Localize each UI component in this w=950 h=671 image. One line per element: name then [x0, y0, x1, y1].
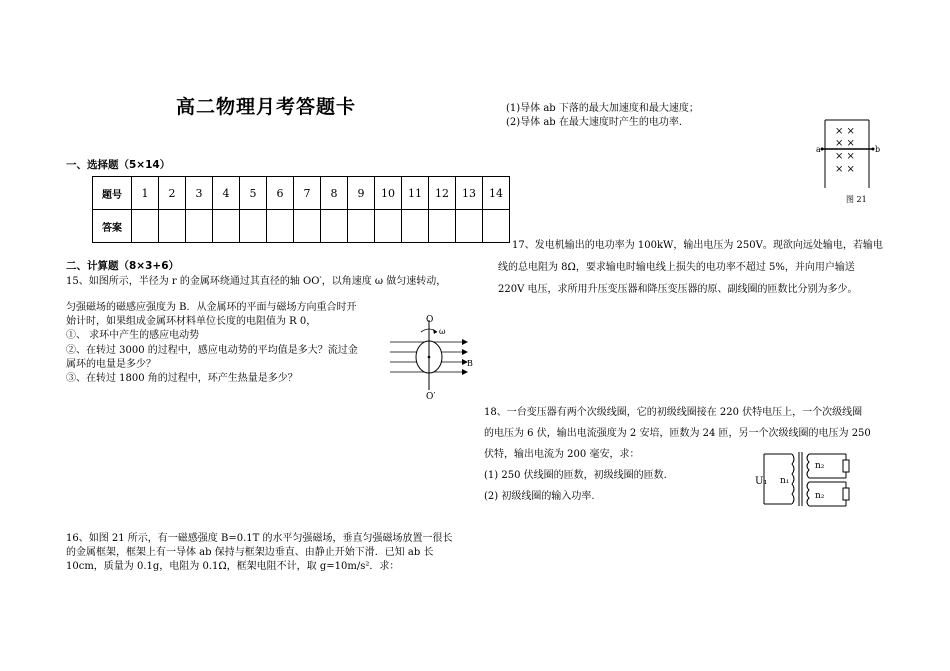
answer-cell[interactable]: [159, 210, 186, 243]
q16-line3: 10cm，质量为 0.1g，电阻为 0.1Ω，框架电阻不计，取 g=10m/s²．求：: [66, 561, 400, 572]
q16-frame-figure: [816, 118, 886, 208]
q15-item2b: 属环的电量是多少？: [66, 359, 156, 370]
q15-item2: ②、在转过 3000 的过程中，感应电动势的平均值是多大？流过金: [66, 345, 358, 356]
q15-line1: 15、如图所示，半径为 r 的金属环绕通过其直径的轴 OO′，以角速度 ω 做匀速转动，: [66, 276, 447, 287]
page-title: 高二物理月考答题卡: [176, 96, 357, 118]
question-number: 14: [483, 177, 510, 210]
q15-line3: 始计时，如果组成金属环材料单位长度的电阻值为 R 0，: [66, 316, 317, 327]
q16-line1: 16、如图 21 所示，有一磁感强度 B=0.1T 的水平匀强磁场，垂直匀强磁场放置一很长: [66, 533, 453, 544]
question-number: 11: [402, 177, 429, 210]
question-number: 4: [213, 177, 240, 210]
question-number: 5: [240, 177, 267, 210]
q18-label-n3: n₂: [815, 491, 825, 501]
q18-ask1: (1) 250 伏线圈的匝数，初级线圈的匝数.: [484, 470, 667, 481]
answer-cell[interactable]: [321, 210, 348, 243]
q16-line2: 的金属框架，框架上有一导体 ab 保持与框架边垂直、由静止开始下滑．已知 ab 长: [66, 547, 434, 558]
q17-line2: 线的总电阻为 8Ω，要求输电时输电线上损失的电功率不超过 5%，并向用户输送: [498, 262, 855, 273]
question-number: 1: [132, 177, 159, 210]
question-number: 3: [186, 177, 213, 210]
question-number: 8: [321, 177, 348, 210]
q15-label-o2: O′: [426, 392, 436, 400]
q15-label-omega: ω: [439, 327, 446, 336]
q15-label-b: B: [467, 359, 473, 368]
question-number: 7: [294, 177, 321, 210]
q18-label-u1: U₁: [755, 476, 768, 487]
svg-text:× ×: × ×: [835, 164, 855, 175]
q18-ask2: (2) 初级线圈的输入功率.: [484, 491, 595, 502]
q17-line3: 220V 电压，求所用升压变压器和降压变压器的原、副线圈的匝数比分别为多少。: [498, 284, 858, 295]
answer-cell[interactable]: [375, 210, 402, 243]
answer-cell[interactable]: [132, 210, 159, 243]
table-row-answers: [93, 210, 510, 243]
q18-line2: 的电压为 6 伏，输出电流强度为 2 安培，匝数为 24 匝，另一个次级线圈的电压为 250: [484, 428, 871, 439]
q15-item1: ①、 求环中产生的感应电动势: [66, 330, 200, 341]
question-number: 12: [429, 177, 456, 210]
q16-figure-caption: 图 21: [846, 195, 867, 204]
answer-cell[interactable]: [402, 210, 429, 243]
q16-label-a: a: [816, 145, 821, 154]
answer-cell[interactable]: [456, 210, 483, 243]
answer-cell[interactable]: [348, 210, 375, 243]
answer-cell[interactable]: [294, 210, 321, 243]
q16-ask2: (2)导体 ab 在最大速度时产生的电功率.: [506, 117, 683, 128]
table-row-numbers: [93, 177, 510, 210]
answer-table: [92, 176, 510, 243]
svg-text:× ×: × ×: [835, 138, 855, 149]
question-number: 9: [348, 177, 375, 210]
question-number: 13: [456, 177, 483, 210]
svg-text:× ×: × ×: [835, 126, 855, 137]
q16-ask1: (1)导体 ab 下落的最大加速度和最大速度；: [506, 103, 699, 114]
question-number: 10: [375, 177, 402, 210]
answer-cell[interactable]: [213, 210, 240, 243]
answer-cell[interactable]: [267, 210, 294, 243]
svg-text:× ×: × ×: [835, 151, 855, 162]
q18-label-n1: n₁: [780, 476, 790, 486]
table-header-answer: 答案: [93, 210, 132, 243]
q15-label-o: O: [426, 315, 434, 325]
table-header-number: 题号: [93, 177, 132, 210]
answer-cell[interactable]: [483, 210, 510, 243]
answer-cell[interactable]: [429, 210, 456, 243]
q17-line1: 17、发电机输出的电功率为 100kW，输出电压为 250V。现欲向远处输电，若输电: [512, 240, 883, 251]
section-choice-heading: 一、选择题（5×14）: [66, 159, 171, 171]
q18-line1: 18、一台变压器有两个次级线圈，它的初级线圈接在 220 伏特电压上，一个次级线圈: [484, 407, 863, 418]
q18-line3: 伏特，输出电流为 200 毫安，求：: [484, 449, 640, 460]
q18-label-n2: n₂: [815, 461, 825, 471]
question-number: 6: [267, 177, 294, 210]
q15-item3: ③、在转过 1800 角的过程中，环产生热量是多少？: [66, 373, 298, 384]
answer-cell[interactable]: [186, 210, 213, 243]
q15-ring-figure: [386, 314, 476, 400]
q16-label-b: b: [875, 145, 881, 154]
question-number: 2: [159, 177, 186, 210]
q15-line2: 匀强磁场的磁感应强度为 B．从金属环的平面与磁场方向重合时开: [66, 302, 357, 313]
section-calc-heading: 二、计算题（8×3+6）: [66, 260, 180, 272]
answer-cell[interactable]: [240, 210, 267, 243]
q18-transformer-figure: [754, 448, 864, 512]
